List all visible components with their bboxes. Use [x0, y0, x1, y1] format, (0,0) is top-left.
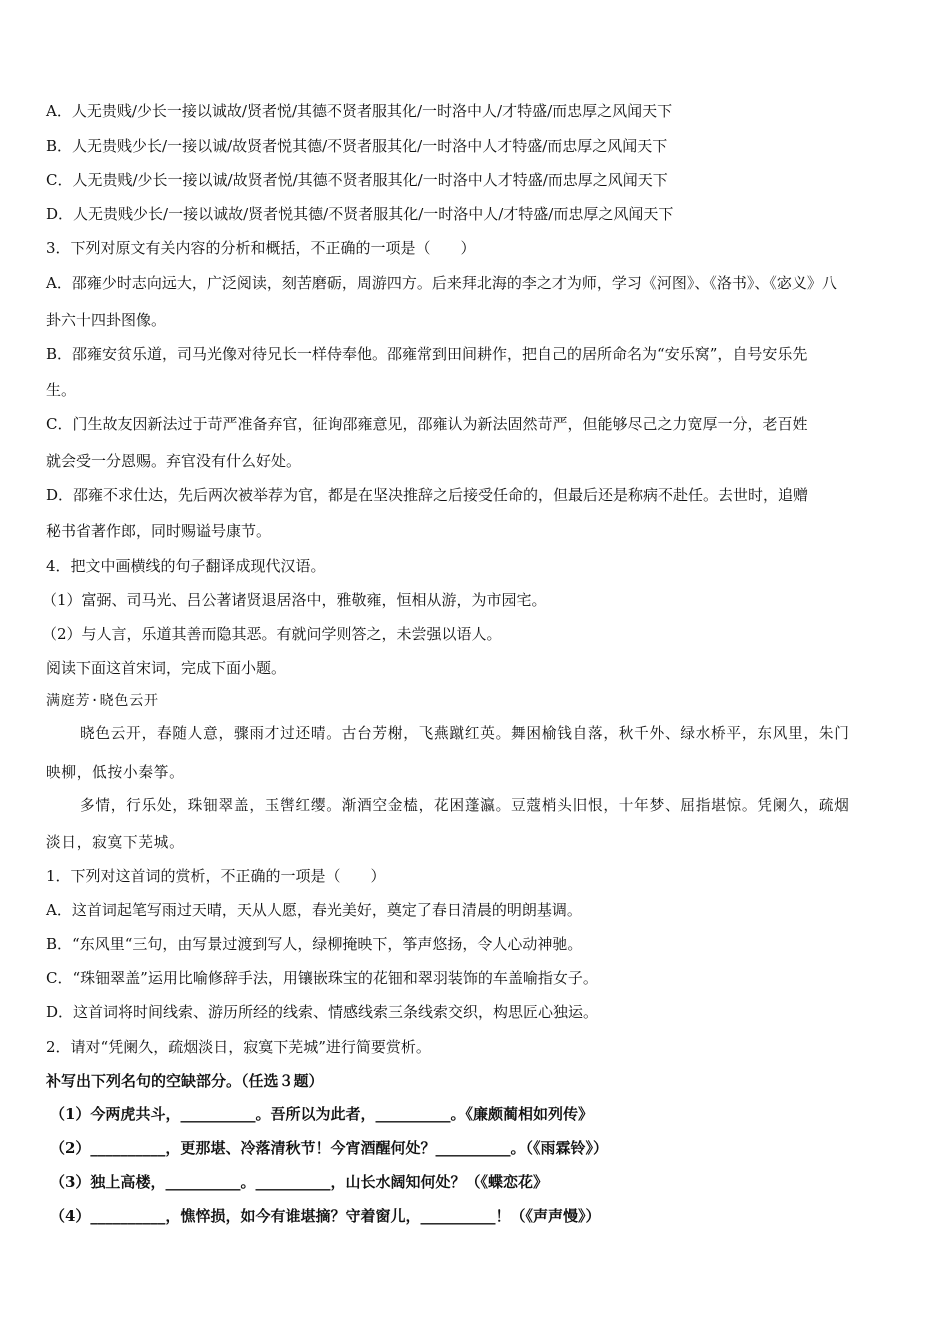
fill-item-4: （4）__________，憔悴损，如今有谁堪摘？守着窗儿，__________！（《声声慢》）	[50, 1207, 601, 1225]
poem-q1-option-d: D．这首词将时间线索、游历所经的线索、情感线索三条线索交织，构思匠心独运。	[46, 1003, 599, 1021]
poem-stanza-1-line2: 映柳，低按小秦筝。	[46, 764, 185, 781]
q3-option-d-line2: 秘书省著作郎，同时赐谥号康节。	[46, 522, 272, 540]
q3-option-a-line1: A．邵雍少时志向远大，广泛阅读，刻苦磨砺，周游四方。后来拜北海的李之才为师，学习《河图》、《洛书》、《宓义》八	[46, 274, 837, 292]
q3-option-c-line2: 就会受一分恩赐。弃官没有什么好处。	[46, 452, 302, 470]
fill-item-1: （1）今两虎共斗，__________。吾所以为此者，__________。《廉颇蔺相如列传》	[50, 1105, 593, 1123]
poem-intro: 阅读下面这首宋词，完成下面小题。	[46, 659, 287, 677]
q3-option-b-line2: 生。	[46, 381, 77, 399]
q4-stem: 4．把文中画横线的句子翻译成现代汉语。	[46, 557, 326, 575]
q2-option-a: A．人无贵贱/少长一接以诚故/贤者悦/其德不贤者服其化/一时洛中人/才特盛/而忠厚之风闻天下	[46, 102, 673, 120]
poem-q1-stem: 1．下列对这首词的赏析，不正确的一项是（ ）	[46, 867, 386, 885]
fill-title: 补写出下列名句的空缺部分。（任选３题）	[46, 1072, 324, 1090]
q3-option-b-line1: B．邵雍安贫乐道，司马光像对待兄长一样侍奉他。邵雍常到田间耕作，把自己的居所命名为“安乐窝”，自号安乐先	[46, 345, 808, 363]
q3-option-d-line1: D．邵雍不求仕达，先后两次被举荐为官，都是在坚决推辞之后接受任命的，但最后还是称病不赴任。去世时，追赠	[46, 486, 809, 504]
q4-sentence-2: （2）与人言，乐道其善而隐其恶。有就问学则答之，未尝强以语人。	[42, 625, 502, 643]
poem-q1-option-b: B．“东风里“三句，由写景过渡到写人，绿柳掩映下，筝声悠扬，令人心动神驰。	[46, 935, 583, 953]
q2-option-d: D．人无贵贱少长/一接以诚故/贤者悦其德/不贤者服其化/一时洛中人/才特盛/而忠厚之风闻天下	[46, 205, 674, 223]
poem-stanza-2-line2: 淡日，寂寞下芜城。	[46, 834, 185, 851]
poem-q2: 2．请对“凭阑久，疏烟淡日，寂寞下芜城”进行简要赏析。	[46, 1038, 431, 1056]
poem-stanza-2-line1: 多情，行乐处，珠钿翠盖，玉辔红缨。渐酒空金榼，花困蓬瀛。豆蔻梢头旧恨，十年梦、屈指堪惊。凭阑久，疏烟	[80, 797, 850, 814]
q3-option-a-line2: 卦六十四卦图像。	[46, 311, 167, 329]
fill-item-2: （2）__________，更那堪、冷落清秋节！今宵酒醒何处？__________。（《雨霖铃》）	[50, 1139, 608, 1157]
poem-stanza-1-line1: 晓色云开，春随人意，骤雨才过还晴。古台芳榭，飞燕蹴红英。舞困榆钱自落，秋千外、绿水桥平，东风里，朱门	[80, 725, 850, 742]
fill-item-3: （3）独上高楼，__________。__________，山长水阔知何处？（《蝶恋花》	[50, 1173, 548, 1191]
q2-option-b: B．人无贵贱少长/一接以诚/故贤者悦其德/不贤者服其化/一时洛中人才特盛/而忠厚之风闻天下	[46, 137, 668, 155]
q2-option-c: C．人无贵贱/少长一接以诚/故贤者悦/其德不贤者服其化/一时洛中人才特盛/而忠厚之风闻天下	[46, 171, 668, 189]
q3-stem: 3．下列对原文有关内容的分析和概括，不正确的一项是（ ）	[46, 239, 476, 257]
q4-sentence-1: （1）富弼、司马光、吕公著诸贤退居洛中，雅敬雍，恒相从游，为市园宅。	[42, 591, 547, 609]
poem-q1-option-a: A．这首词起笔写雨过天晴，天从人愿，春光美好，奠定了春日清晨的明朗基调。	[46, 901, 582, 919]
q3-option-c-line1: C．门生故友因新法过于苛严准备弃官，征询邵雍意见，邵雍认为新法固然苛严，但能够尽己之力宽厚一分，老百姓	[46, 415, 808, 433]
poem-q1-option-c: C．“珠钿翠盖”运用比喻修辞手法，用镶嵌珠宝的花钿和翠羽装饰的车盖喻指女子。	[46, 969, 598, 987]
poem-title: 满庭芳·晓色云开	[46, 693, 159, 709]
